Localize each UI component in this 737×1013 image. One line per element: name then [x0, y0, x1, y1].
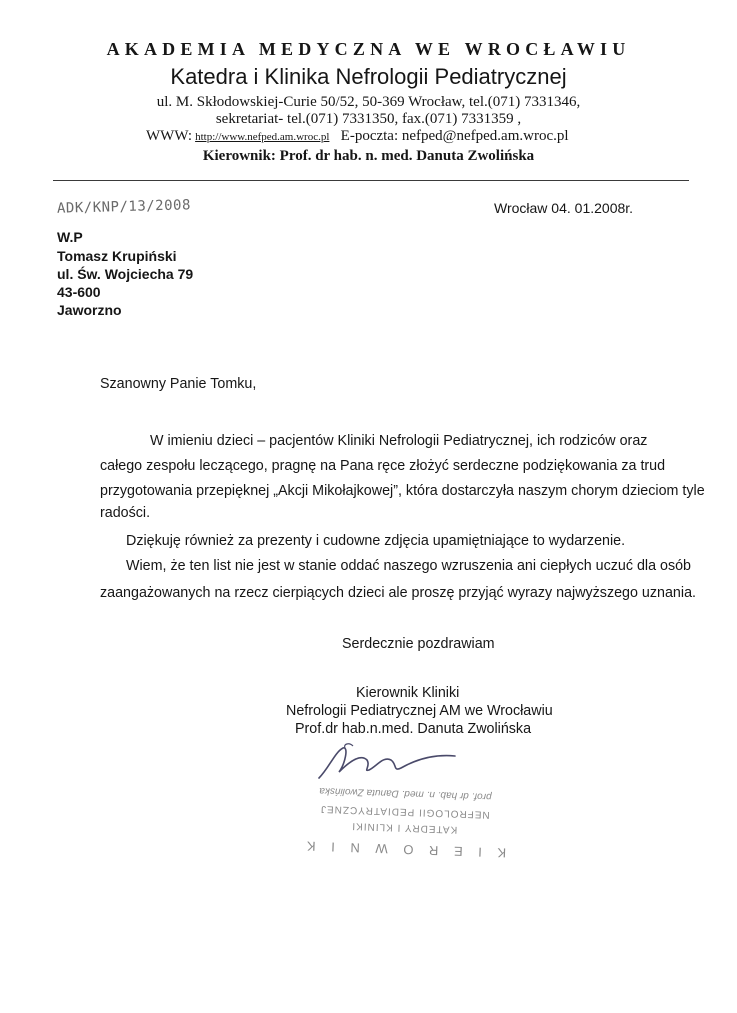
paragraph-1-line-1: W imieniu dzieci – pacjentów Kliniki Nefrologii Pediatrycznej, ich rodziców oraz — [150, 433, 648, 449]
email-text: E-poczta: nefped@nefped.am.wroc.pl — [340, 128, 569, 144]
department-name: Katedra i Klinika Nefrologii Pediatrycznej — [170, 64, 567, 89]
address-line: ul. M. Skłodowskiej-Curie 50/52, 50-369 Wrocław, tel.(071) 7331346, — [156, 94, 581, 110]
stamp-line-2: NEFROLOGII PEDIATRYCZNEJ — [319, 803, 490, 820]
signatory-title: Kierownik Kliniki — [356, 685, 460, 701]
recipient-city: Jaworzno — [57, 302, 122, 318]
head-of-department: Kierownik: Prof. dr hab. n. med. Danuta Zwolińska — [202, 148, 535, 164]
closing: Serdecznie pozdrawiam — [342, 636, 495, 652]
paragraph-2: Dziękuję również za prezenty i cudowne zdjęcia upamiętniające to wydarzenie. — [126, 533, 626, 549]
reference-number: ADK/KNP/13/2008 — [56, 197, 192, 217]
letter-date: Wrocław 04. 01.2008r. — [494, 200, 634, 216]
stamp-line-1: prof. dr hab. n. med. Danuta Zwolińska — [319, 785, 492, 803]
paragraph-3-line-2: zaangażowanych na rzecz cierpiących dzieci ale proszę przyjąć wyrazy najwyższego uznania. — [100, 585, 696, 601]
website-link[interactable]: http://www.nefped.am.wroc.pl — [195, 131, 330, 143]
header-divider — [53, 180, 689, 181]
official-stamp — [300, 753, 510, 863]
recipient-name: Tomasz Krupiński — [57, 248, 177, 264]
recipient-postcode: 43-600 — [57, 284, 101, 300]
recipient-title: W.P — [57, 229, 83, 245]
greeting: Szanowny Panie Tomku, — [100, 376, 257, 392]
signatory-name: Prof.dr hab.n.med. Danuta Zwolińska — [295, 721, 532, 737]
contact-line — [146, 128, 569, 145]
recipient-street: ul. Św. Wojciecha 79 — [57, 266, 194, 282]
paragraph-1-line-3: przygotowania przepięknej „Akcji Mikołajkowej”, która dostarczyła naszym chorym dzieciom tyle — [100, 483, 705, 499]
paragraph-3-line-1: Wiem, że ten list nie jest w stanie oddać naszego wzruszenia ani ciepłych uczuć dla osób — [126, 558, 692, 574]
stamp-line-3: KATEDRY I KLINIKI — [351, 820, 458, 835]
institution-name: AKADEMIA MEDYCZNA WE WROCŁAWIU — [106, 39, 631, 59]
paragraph-1-line-4: radości. — [100, 505, 151, 521]
signatory-unit: Nefrologii Pediatrycznej AM we Wrocławiu — [286, 703, 553, 719]
stamp-line-4: K I E R O W N I K — [300, 838, 507, 861]
paragraph-1-line-2: całego zespołu leczącego, pragnę na Pana ręce złożyć serdeczne podziękowania za trud — [100, 458, 666, 474]
phone-line: sekretariat- tel.(071) 7331350, fax.(071) 7331359 , — [215, 111, 522, 127]
www-label: WWW: — [146, 128, 193, 144]
